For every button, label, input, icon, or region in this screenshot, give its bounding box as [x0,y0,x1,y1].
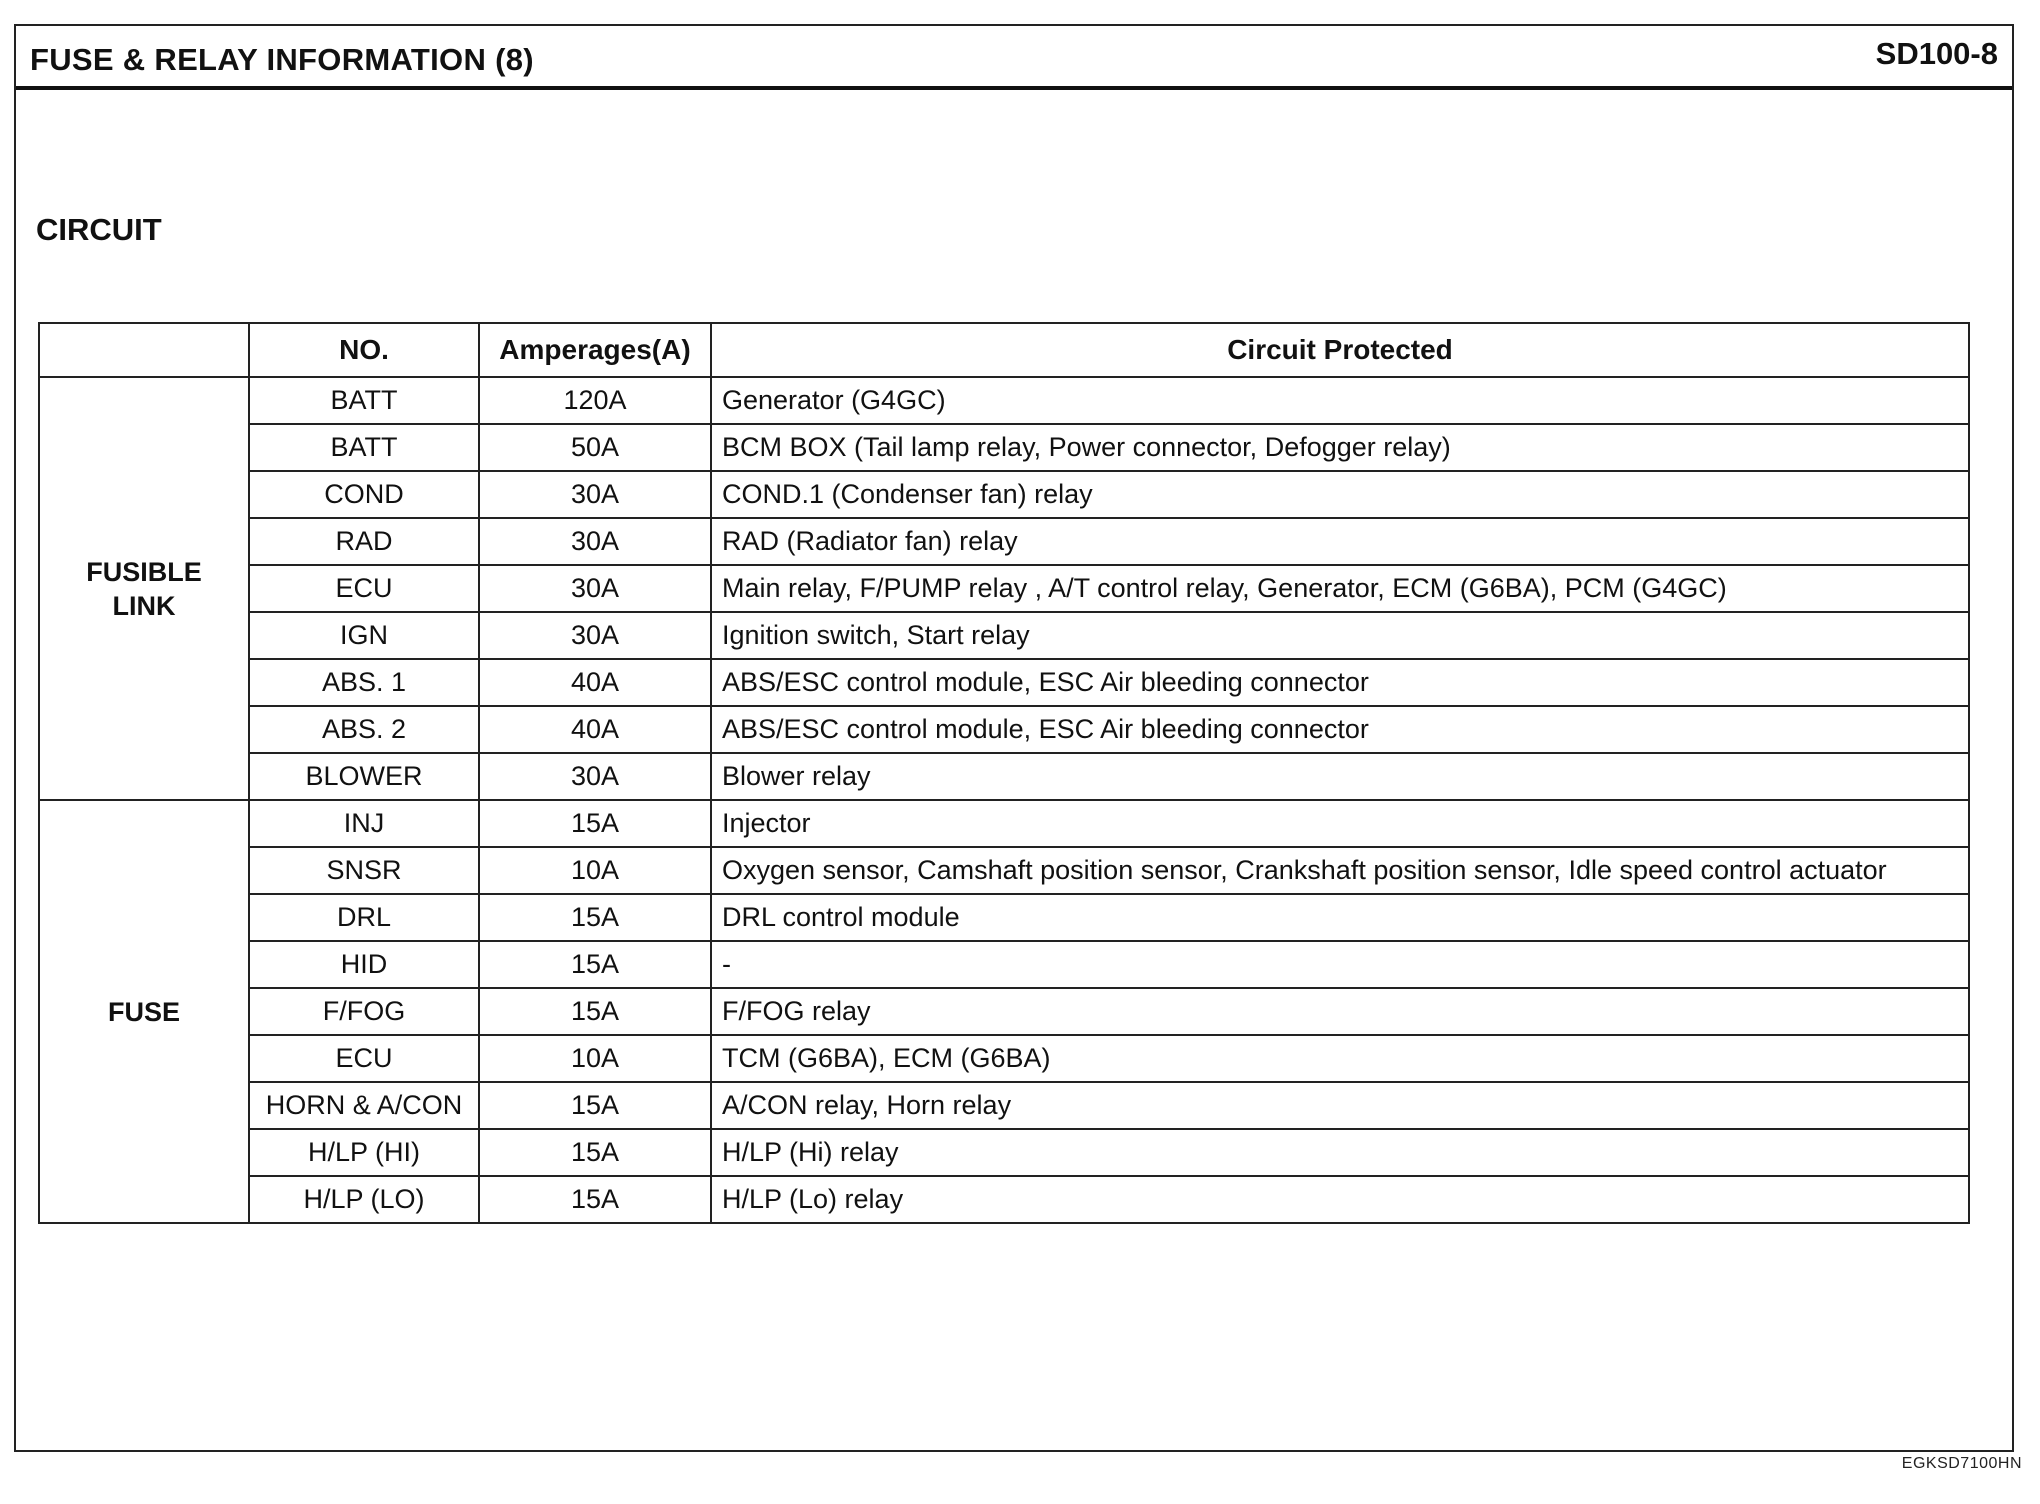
table-row [39,988,1969,1035]
table-row [39,753,1969,800]
circuit-protected: Oxygen sensor, Camshaft position sensor, Crankshaft position sensor, Idle speed control actuator [711,847,1969,894]
fuse-number: F/FOG [249,988,479,1035]
circuit-protected: Injector [711,800,1969,847]
circuit-protected: COND.1 (Condenser fan) relay [711,471,1969,518]
fuse-relay-table [38,322,1970,1224]
circuit-protected: RAD (Radiator fan) relay [711,518,1969,565]
circuit-protected: Ignition switch, Start relay [711,612,1969,659]
table-row [39,706,1969,753]
amperage: 30A [479,471,711,518]
table-row [39,941,1969,988]
amperage: 15A [479,800,711,847]
table-row [39,1082,1969,1129]
group-label: FUSIBLE LINK [39,377,249,800]
amperage: 30A [479,753,711,800]
amperage: 15A [479,894,711,941]
circuit-protected: ABS/ESC control module, ESC Air bleeding connector [711,706,1969,753]
fuse-number: SNSR [249,847,479,894]
amperage: 15A [479,988,711,1035]
circuit-protected: Main relay, F/PUMP relay , A/T control relay, Generator, ECM (G6BA), PCM (G4GC) [711,565,1969,612]
table-row [39,1176,1969,1223]
amperage: 30A [479,565,711,612]
circuit-protected: H/LP (Hi) relay [711,1129,1969,1176]
table-row [39,612,1969,659]
header-bar [16,26,2012,90]
table-header-row [39,323,1969,377]
footer-code: EGKSD7100HN [1901,1455,2022,1472]
fuse-number: IGN [249,612,479,659]
table-row [39,377,1969,424]
amperage: 40A [479,706,711,753]
document-title: FUSE & RELAY INFORMATION (8) [30,42,534,77]
amperage: 10A [479,1035,711,1082]
fuse-number: HORN & A/CON [249,1082,479,1129]
table-row [39,894,1969,941]
amperage: 120A [479,377,711,424]
table-body [39,377,1969,1223]
section-title: CIRCUIT [36,212,162,247]
column-header-amperages: Amperages(A) [479,323,711,377]
column-header-no: NO. [249,323,479,377]
table-row [39,847,1969,894]
fuse-number: H/LP (LO) [249,1176,479,1223]
table-row [39,1129,1969,1176]
circuit-protected: F/FOG relay [711,988,1969,1035]
circuit-protected: - [711,941,1969,988]
circuit-protected: BCM BOX (Tail lamp relay, Power connector, Defogger relay) [711,424,1969,471]
group-label: FUSE [39,800,249,1223]
fuse-number: BATT [249,424,479,471]
amperage: 15A [479,941,711,988]
table-row [39,518,1969,565]
circuit-protected: Blower relay [711,753,1969,800]
amperage: 30A [479,612,711,659]
fuse-number: ABS. 1 [249,659,479,706]
table-row [39,471,1969,518]
fuse-number: BLOWER [249,753,479,800]
fuse-number: INJ [249,800,479,847]
table-row [39,565,1969,612]
circuit-protected: ABS/ESC control module, ESC Air bleeding connector [711,659,1969,706]
circuit-protected: Generator (G4GC) [711,377,1969,424]
fuse-number: ABS. 2 [249,706,479,753]
amperage: 40A [479,659,711,706]
amperage: 30A [479,518,711,565]
circuit-protected: H/LP (Lo) relay [711,1176,1969,1223]
circuit-protected: DRL control module [711,894,1969,941]
fuse-number: ECU [249,1035,479,1082]
table-row [39,1035,1969,1082]
fuse-number: ECU [249,565,479,612]
amperage: 15A [479,1082,711,1129]
amperage: 10A [479,847,711,894]
amperage: 15A [479,1176,711,1223]
page-code: SD100-8 [1875,36,1998,71]
table-row [39,800,1969,847]
circuit-protected: TCM (G6BA), ECM (G6BA) [711,1035,1969,1082]
fuse-number: HID [249,941,479,988]
fuse-number: COND [249,471,479,518]
fuse-number: H/LP (HI) [249,1129,479,1176]
column-header-circuit-protected: Circuit Protected [711,323,1969,377]
circuit-protected: A/CON relay, Horn relay [711,1082,1969,1129]
fuse-number: DRL [249,894,479,941]
table-row [39,424,1969,471]
amperage: 15A [479,1129,711,1176]
table-row [39,659,1969,706]
fuse-number: BATT [249,377,479,424]
fuse-number: RAD [249,518,479,565]
amperage: 50A [479,424,711,471]
column-header-group [39,323,249,377]
